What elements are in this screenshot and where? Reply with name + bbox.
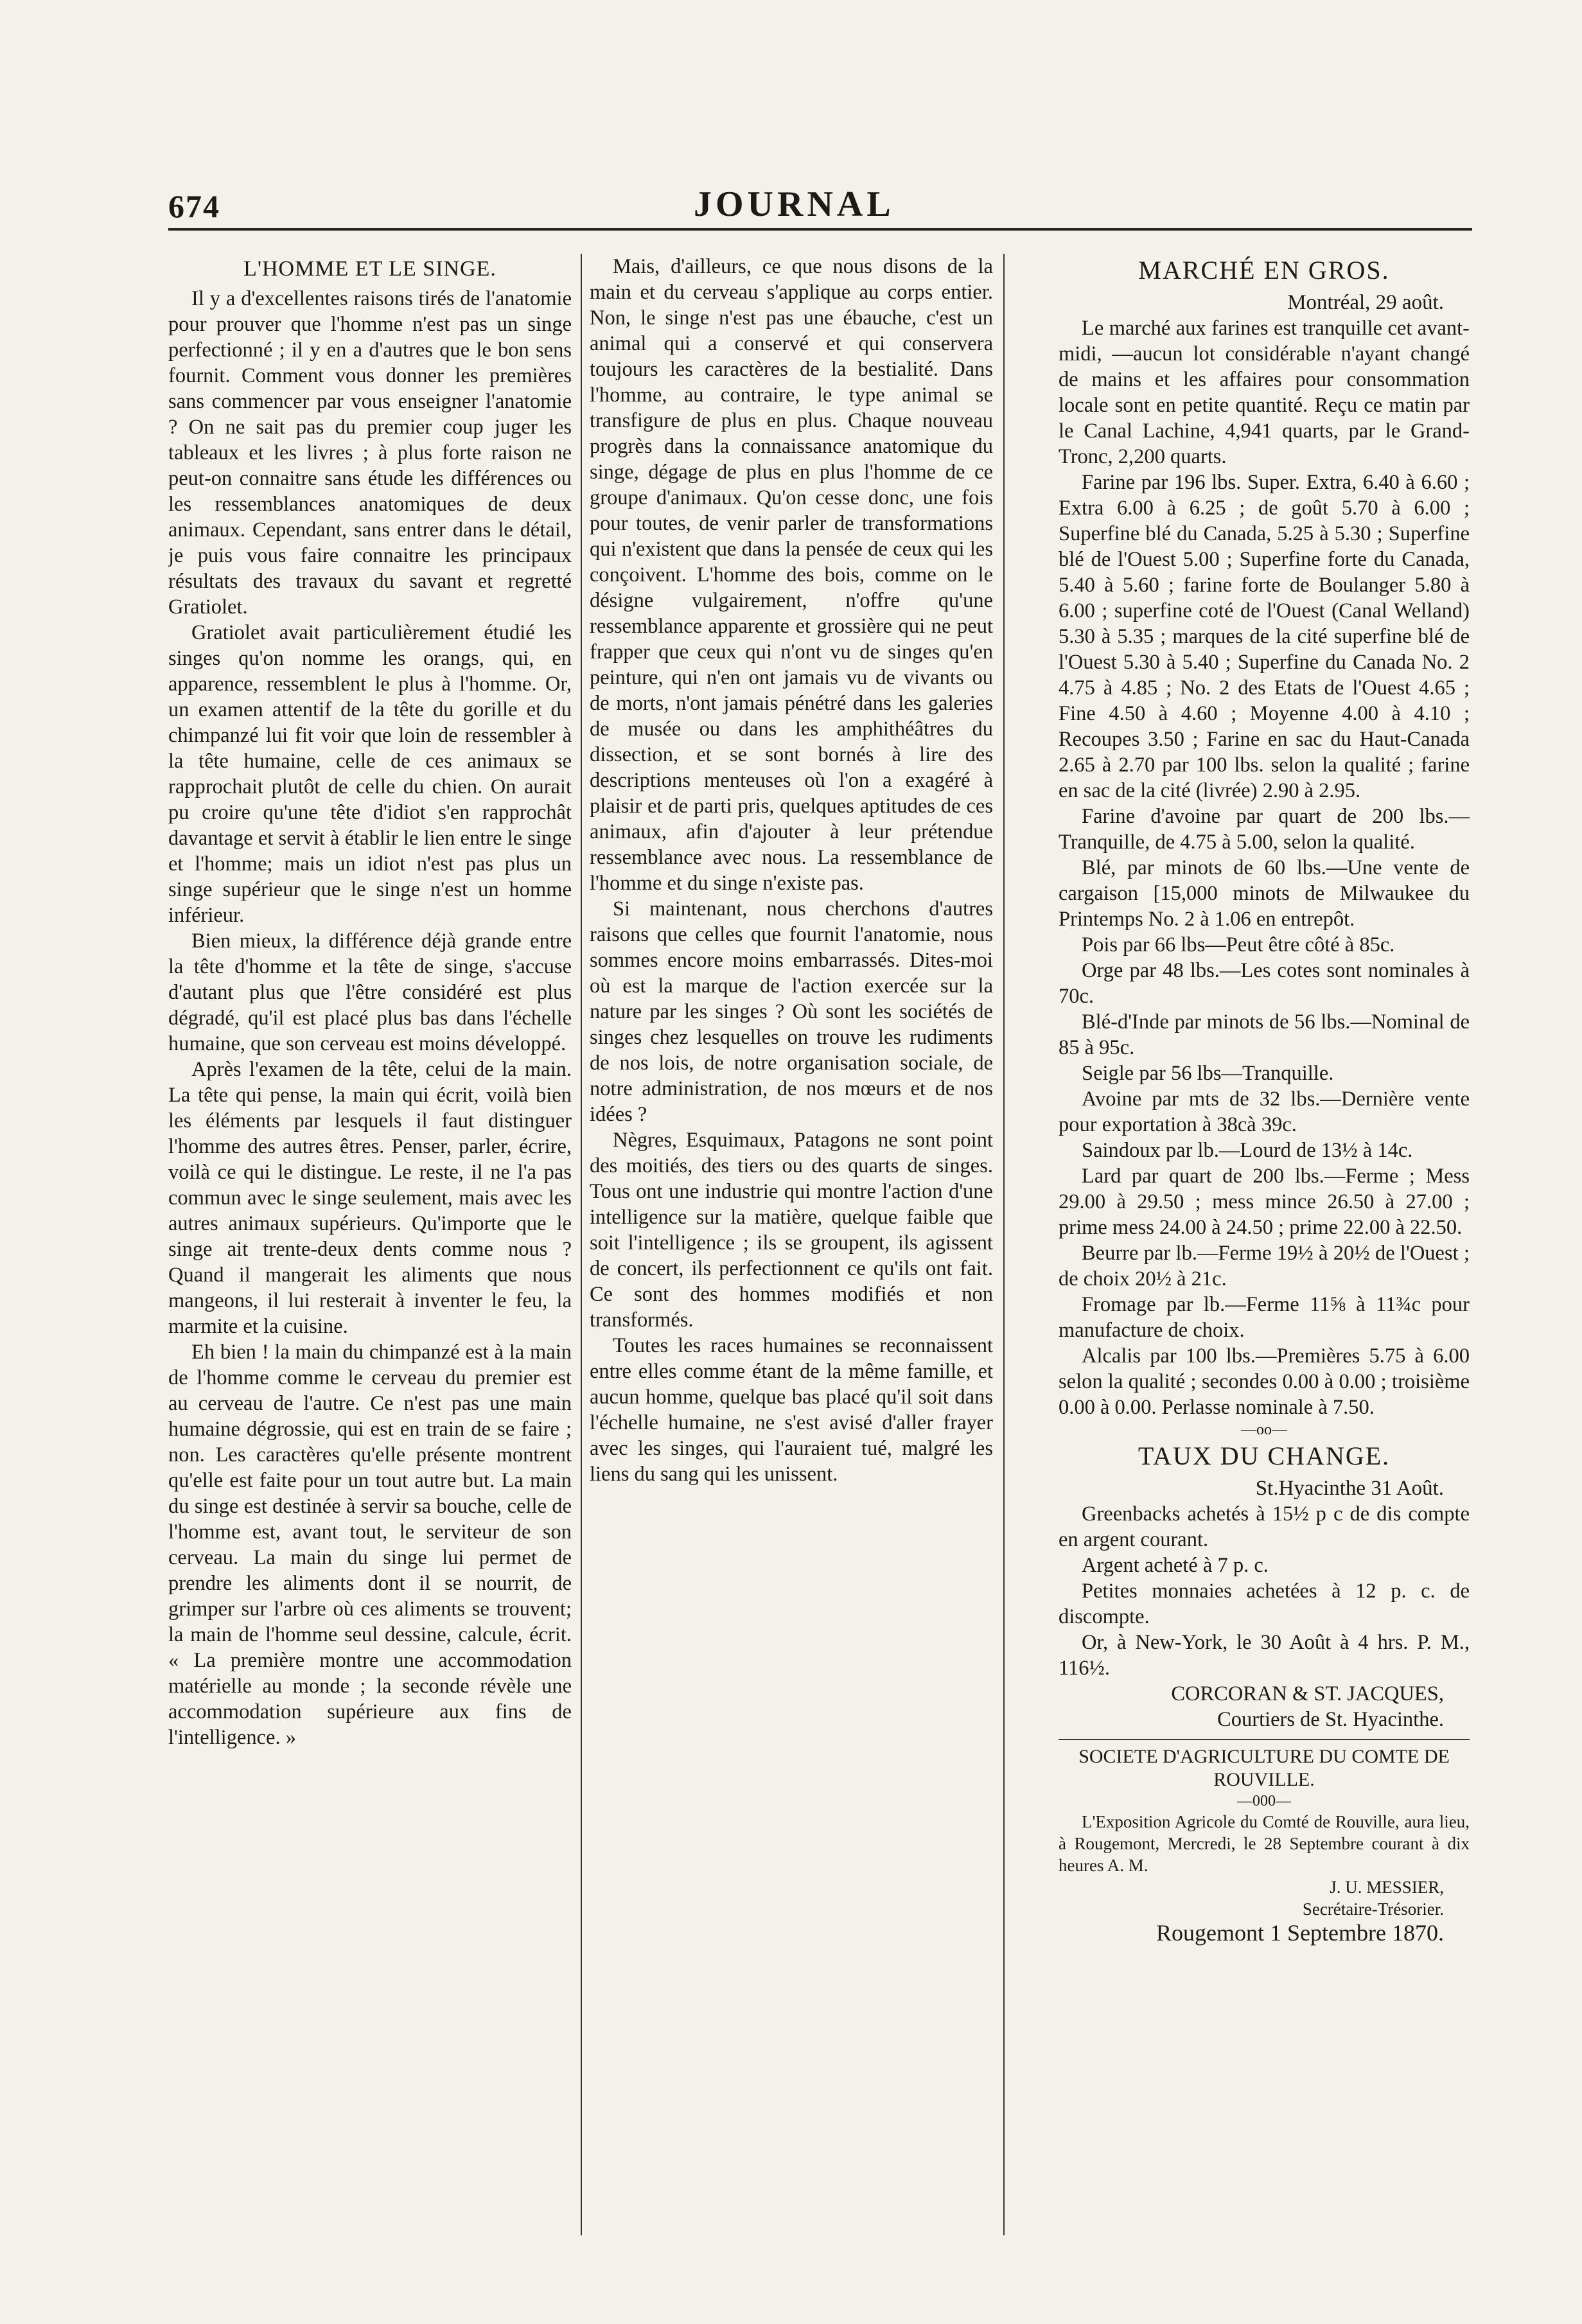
- society-closing: Rougemont 1 Septembre 1870.: [1156, 1920, 1444, 1946]
- article-paragraph: Bien mieux, la différence déjà grande entre la tête d'homme et la tête de singe, s'accuse d'autant plus que l'être considéré est plus dégradé, qu'il est placé plus bas dans l'échelle humaine, que son cerveau est moins développé.: [168, 929, 572, 1055]
- market-paragraph: Beurre par lb.—Ferme 19½ à 20½ de l'Ouest ; de choix 20½ à 21c.: [1059, 1242, 1470, 1290]
- exchange-title: TAUX DU CHANGE.: [1138, 1441, 1391, 1470]
- article-paragraph: Après l'examen de la tête, celui de la main. La tête qui pense, la main qui écrit, voilà bien les éléments par lesquels il faut distinguer l'homme des autres êtres. Penser, parler, écrire, voilà ce qui le distingue. Le reste, il ne l'a pas commun avec le singe seulement, mais avec les autres animaux supérieurs. Qu'importe que le singe ait trente-deux dents comme nous ? Quand il mangerait les aliments que nous mangeons, il lui resterait à inventer le feu, la marmite et la cuisine.: [168, 1058, 572, 1338]
- market-paragraph: Le marché aux farines est tranquille cet avant-midi, —aucun lot considérable n'ayant changé de mains et les affaires pour consommation locale sont en petite quantité. Reçu ce matin par le Canal Lachine, 4,941 quarts, par le Grand-Tronc, 2,200 quarts.: [1059, 317, 1470, 468]
- market-paragraph: Alcalis par 100 lbs.—Premières 5.75 à 6.00 selon la qualité ; secondes 0.00 à 0.00 ; troisième 0.00 à 0.00. Perlasse nominale à 7.50.: [1059, 1344, 1470, 1419]
- column-1: [168, 254, 572, 2264]
- column-3: [1059, 254, 1470, 2264]
- society-separator: —000—: [1237, 1793, 1291, 1809]
- society-signature-title: Secrétaire-Trésorier.: [1302, 1899, 1444, 1919]
- exchange-dateline: St.Hyacinthe 31 Août.: [1255, 1477, 1444, 1500]
- page-number: 674: [168, 188, 220, 224]
- article-paragraph: Il y a d'excellentes raisons tirés de l'anatomie pour prouver que l'homme n'est pas un singe perfectionné ; il y en a d'autres que le bon sens fournit. Comment vous donner les premières sans commencer par vous enseigner l'anatomie ? On ne sait pas du premier coup juger les tableaux et les livres ; à plus forte raison ne peut-on connaitre sans étude les différences ou les ressemblances anatomiques de deux animaux. Cependant, sans entrer dans le détail, je puis vous faire connaitre les principaux résultats des travaux du savant et regretté Gratiolet.: [168, 287, 572, 619]
- market-paragraph: Blé, par minots de 60 lbs.—Une vente de cargaison [15,000 minots de Milwaukee du Printemps No. 2 à 1.06 en entrepôt.: [1059, 856, 1470, 931]
- running-head: JOURNAL: [694, 184, 895, 224]
- article-paragraph: Eh bien ! la main du chimpanzé est à la main de l'homme comme le cerveau du premier est au cerveau de l'autre. Ce n'est pas une main humaine dégrossie, qui est en train de se faire ; non. Les caractères qu'elle présente montrent qu'elle est faite pour un tout autre but. La main du singe est destinée à servir sa bouche, celle de l'homme est, avant tout, le serviteur de son cerveau. La main du singe lui permet de prendre les aliments dont il se nourrit, de grimper sur l'arbre où ces aliments se trouvent; la main de l'homme seul dessine, calcule, écrit. « La première montre une accommodation matérielle au monde ; la seconde révèle une accommodation supérieure aux fins de l'intelligence. »: [168, 1341, 572, 1749]
- market-paragraph: Pois par 66 lbs—Peut être côté à 85c.: [1082, 933, 1395, 956]
- exchange-paragraph: Greenbacks achetés à 15½ p c de dis compte en argent courant.: [1059, 1502, 1470, 1551]
- article-paragraph: Nègres, Esquimaux, Patagons ne sont point des moitiés, des tiers ou des quarts de singes. Tous ont une industrie qui montre l'action d'une intelligence sur la matière, quelque faible que soit l'intelligence ; ils se groupent, ils agissent de concert, ils perfectionnent ce qu'ils ont fait. Ce sont des hommes modifiés et non transformés.: [590, 1129, 993, 1332]
- society-title: SOCIETE D'AGRICULTURE DU COMTE DE ROUVILLE.: [1059, 1739, 1470, 1791]
- market-paragraph: Orge par 48 lbs.—Les cotes sont nominales à 70c.: [1059, 959, 1470, 1008]
- exchange-paragraph: Petites monnaies achetées à 12 p. c. de discompte.: [1059, 1580, 1470, 1628]
- article-paragraph: Mais, d'ailleurs, ce que nous disons de la main et du cerveau s'applique au corps entier. Non, le singe n'est pas une ébauche, c'est un animal qui a conservé et qui conservera toujours les caractères de la bestialité. Dans l'homme, au contraire, le type animal se transfigure de plus en plus. Chaque nouveau progrès dans la connaissance anatomique du singe, dégage de plus en plus l'homme de ce groupe d'animaux. Qu'on cesse donc, une fois pour toutes, de venir parler de transformations qui n'existent que dans la pensée de ceux qui les conçoivent. L'homme des bois, comme on le désigne vulgairement, n'offre qu'une ressemblance apparente et grossière qui ne peut frapper que ceux qui n'ont vu de singes qu'en peinture, qui n'en ont jamais vu de vivants ou de morts, n'ont jamais pénétré dans les galeries de musée ou dans les amphithéâtres du dissection, et se sont bornés à lire des descriptions menteuses où l'on a exagéré à plaisir et de parti pris, quelques aptitudes de ces animaux, afin d'ajouter à leur prétendue ressemblance avec nous. La ressemblance de l'homme et du singe n'existe pas.: [590, 255, 993, 895]
- column-2: [590, 254, 993, 2264]
- column-rule-1: [581, 254, 582, 2235]
- society-text: L'Exposition Agricole du Comté de Rouville, aura lieu, à Rougemont, Mercredi, le 28 Septembre courant à dix heures A. M.: [1059, 1812, 1470, 1875]
- market-paragraph: Lard par quart de 200 lbs.—Ferme ; Mess 29.00 à 29.50 ; mess mince 26.50 à 27.00 ; prime mess 24.00 à 24.50 ; prime 22.00 à 22.50.: [1059, 1165, 1470, 1239]
- column-rule-2: [1003, 254, 1005, 2235]
- market-paragraph: Avoine par mts de 32 lbs.—Dernière vente pour exportation à 38cà 39c.: [1059, 1087, 1470, 1136]
- exchange-paragraph: Or, à New-York, le 30 Août à 4 hrs. P. M., 116½.: [1059, 1631, 1470, 1680]
- article-paragraph: Toutes les races humaines se reconnaissent entre elles comme étant de la même famille, et aucun homme, quelque bas placé qu'il soit dans l'échelle humaine, ne s'est avisé d'aller frayer avec les singes, qui l'auraient tué, malgré les liens du sang qui les unissent.: [590, 1334, 993, 1486]
- article-title: L'HOMME ET LE SINGE.: [243, 257, 497, 281]
- market-paragraph: Fromage par lb.—Ferme 11⅝ à 11¾c pour manufacture de choix.: [1059, 1293, 1470, 1342]
- article-paragraph: Si maintenant, nous cherchons d'autres raisons que celles que fournit l'anatomie, nous sommes encore moins embarrassés. Dites-moi où est la marque de l'action exercée sur la nature par les singes ? Où sont les sociétés de singes chez lesquelles on trouve les rudiments de nos lois, de notre organisation sociale, de notre administration, de nos mœurs et de nos idées ?: [590, 897, 993, 1126]
- market-paragraph: Blé-d'Inde par minots de 56 lbs.—Nominal de 85 à 95c.: [1059, 1010, 1470, 1059]
- exchange-signature: CORCORAN & ST. JACQUES,: [1171, 1682, 1444, 1705]
- market-paragraph: Seigle par 56 lbs—Tranquille.: [1082, 1062, 1334, 1085]
- market-paragraph: Saindoux par lb.—Lourd de 13½ à 14c.: [1082, 1139, 1413, 1162]
- market-paragraph: Farine d'avoine par quart de 200 lbs.—Tranquille, de 4.75 à 5.00, selon la qualité.: [1059, 805, 1470, 854]
- article-paragraph: Gratiolet avait particulièrement étudié les singes qu'on nomme les orangs, qui, en apparence, ressemblent le plus à l'homme. Or, un examen attentif de la tête du gorille et du chimpanzé lui fit voir que loin de ressembler à la tête humaine, celle de ces animaux se rapprochait plutôt de celle du chien. On aurait pu croire qu'une tête d'idiot s'en rapprochât davantage et servit à établir le lien entre le singe et l'homme; mais un idiot n'est pas plus un singe supérieur que le singe n'est un homme inférieur.: [168, 621, 572, 927]
- exchange-signature-title: Courtiers de St. Hyacinthe.: [1217, 1708, 1444, 1731]
- header-rule: [168, 228, 1472, 231]
- market-title: MARCHÉ EN GROS.: [1138, 256, 1390, 285]
- market-dateline: Montréal, 29 août.: [1287, 291, 1444, 314]
- exchange-paragraph: Argent acheté à 7 p. c.: [1082, 1554, 1269, 1577]
- exchange-separator: —oo—: [1241, 1422, 1287, 1438]
- society-signature: J. U. MESSIER,: [1330, 1878, 1444, 1897]
- market-paragraph: Farine par 196 lbs. Super. Extra, 6.40 à 6.60 ; Extra 6.00 à 6.25 ; de goût 5.70 à 6.00 ; Superfine blé du Canada, 5.25 à 5.30 ; Superfine blé de l'Ouest 5.00 ; Superfine forte du Canada, 5.40 à 5.60 ; farine forte de Boulanger 5.80 à 6.00 ; superfine coté de l'Ouest (Canal Welland) 5.30 à 5.35 ; marques de la cité superfine blé de l'Ouest 5.30 à 5.40 ; Superfine du Canada No. 2 4.75 à 4.85 ; No. 2 des Etats de l'Ouest 4.65 ; Fine 4.50 à 4.60 ; Moyenne 4.00 à 4.10 ; Recoupes 3.50 ; Farine en sac du Haut-Canada 2.65 à 2.70 par 100 lbs. selon la qualité ; farine en sac de la cité (livrée) 2.90 à 2.95.: [1059, 471, 1470, 802]
